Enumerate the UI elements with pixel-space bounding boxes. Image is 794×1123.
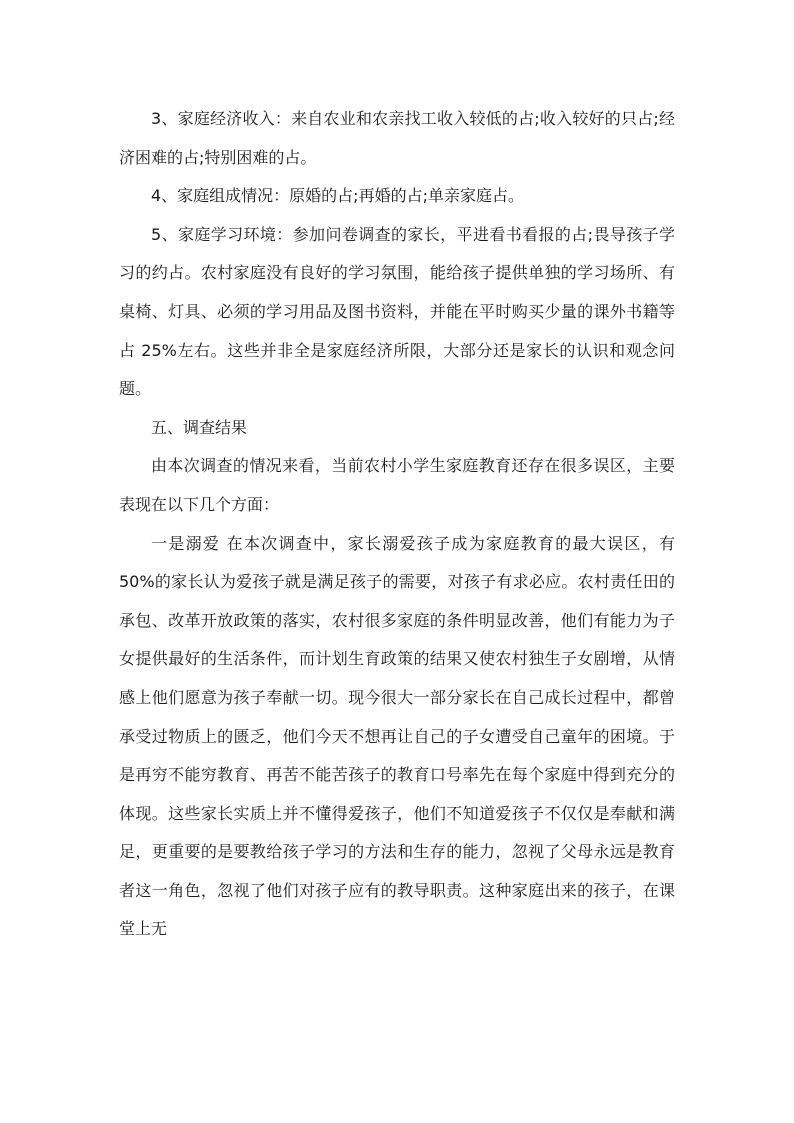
paragraph-learning-environment: 5、家庭学习环境：参加问卷调查的家长，平进看书看报的占;畏导孩子学习的约占。农村家庭没有良好的学习氛围，能给孩子提供单独的学习场所、有桌椅、灯具、必须的学习用品及图书资料，并能在平时购买少量的课外书籍等占 25%左右。这些并非全是家庭经济所限，大部分还是家长的认识和观念问题。	[119, 224, 675, 399]
section-heading-survey-results: 五、调查结果	[151, 417, 248, 437]
document-body	[119, 100, 675, 949]
paragraph-doting: 一是溺爱 在本次调查中，家长溺爱孩子成为家庭教育的最大误区，有 50%的家长认为爱孩子就是满足孩子的需要，对孩子有求必应。农村责任田的承包、改革开放政策的落实，农村很多家庭的条件明显改善，他们有能力为子女提供最好的生活条件，而计划生育政策的结果又使农村独生子女剧增，从情感上他们愿意为孩子奉献一切。现今很大一部分家长在自己成长过程中，都曾承受过物质上的匮乏，他们今天不想再让自己的子女遭受自己童年的困境。于是再穷不能穷教育、再苦不能苦孩子的教育口号率先在每个家庭中得到充分的体现。这些家长实质上并不懂得爱孩子，他们不知道爱孩子不仅仅是奉献和满足，更重要的是要教给孩子学习的方法和生存的能力，忽视了父母永远是教育者这一角色，忽视了他们对孩子应有的教导职责。这种家庭出来的孩子，在课堂上无	[119, 533, 675, 939]
paragraph-results-intro: 由本次调查的情况来看，当前农村小学生家庭教育还存在很多误区，主要表现在以下几个方面：	[119, 456, 675, 514]
paragraph-household-income: 3、家庭经济收入：来自农业和农亲找工收入较低的占;收入较好的只占;经济困难的占;特别困难的占。	[119, 109, 675, 167]
paragraph-family-composition: 4、家庭组成情况：原婚的占;再婚的占;单亲家庭占。	[151, 186, 524, 206]
